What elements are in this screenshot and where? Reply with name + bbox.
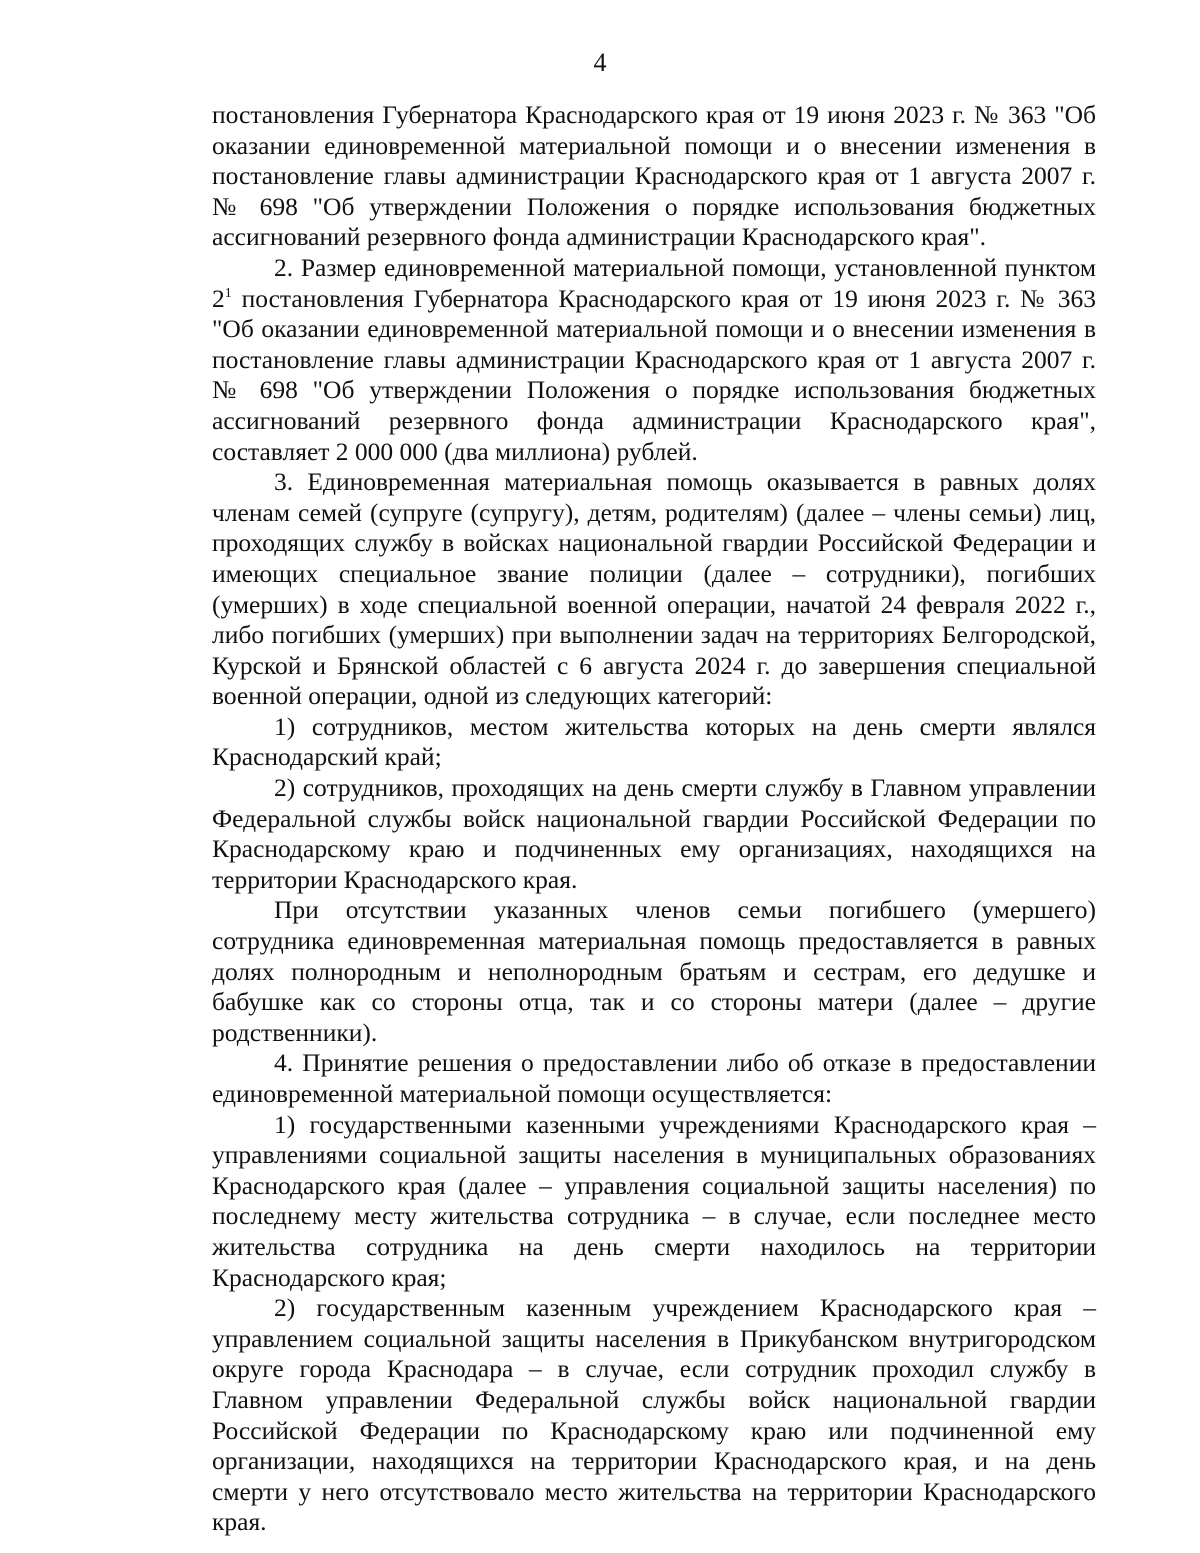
paragraph-text: постановления Губернатора Краснодарского края от 19 июня 2023 г. № 363 "Об оказании единовременной материальной помощи и о внесении изменения в постановление главы администрации Краснодарского края от 1 августа 2007 г. № 698 "Об утверждении Положения о порядке использования бюджетных ассигнований резервного фонда администрации Краснодарского края", составляет 2 000 000 (два миллиона) рублей.	[212, 283, 1096, 466]
superscript: 1	[224, 285, 232, 301]
paragraph-item-3: 3. Единовременная материальная помощь оказывается в равных долях членам семей (супруге (супругу), детям, родителям) (далее – члены семьи) лиц, проходящих службу в войсках национальной гвардии Российской Федерации и имеющих специальное звание полиции (далее – сотрудники), погибших (умерших) в ходе специальной военной операции, начатой 24 февраля 2022 г., либо погибших (умерших) при выполнении задач на территориях Белгородской, Курской и Брянской областей с 6 августа 2024 г. до завершения специальной военной операции, одной из следующих категорий:	[212, 467, 1096, 711]
paragraph-subitem-1-decision: 1) государственными казенными учреждениями Краснодарского края – управлениями социальной защиты населения в муниципальных образованиях Краснодарского края (далее – управления социальной защиты населения) по последнему месту жительства сотрудника – в случае, если последнее место жительства сотрудника на день смерти находилось на территории Краснодарского края;	[212, 1109, 1096, 1292]
paragraph-continuation: постановления Губернатора Краснодарского края от 19 июня 2023 г. № 363 "Об оказании единовременной материальной помощи и о внесении изменения в постановление главы администрации Краснодарского края от 1 августа 2007 г. № 698 "Об утверждении Положения о порядке использования бюджетных ассигнований резервного фонда администрации Краснодарского края".	[212, 100, 1096, 252]
paragraph-subitem-1: 1) сотрудников, местом жительства которых на день смерти являлся Краснодарский край;	[212, 711, 1096, 772]
page-number: 4	[593, 48, 607, 77]
paragraph-item-4: 4. Принятие решения о предоставлении либо об отказе в предоставлении единовременной материальной помощи осуществляется:	[212, 1048, 1096, 1108]
paragraph-other-relatives: При отсутствии указанных членов семьи погибшего (умершего) сотрудника единовременная материальная помощь предоставляется в равных долях полнородным и неполнородным братьям и сестрам, его дедушке и бабушке как со стороны отца, так и со стороны матери (далее – другие родственники).	[212, 895, 1096, 1047]
paragraph-subitem-2-decision: 2) государственным казенным учреждением Краснодарского края – управлением социальной защиты населения в Прикубанском внутригородском округе города Краснодара – в случае, если сотрудник проходил службу в Главном управлении Федеральной службы войск национальной гвардии Российской Федерации по Краснодарскому краю или подчиненной ему организации, находящихся на территории Краснодарского края, и на день смерти у него отсутствовало место жительства на территории Краснодарского края.	[212, 1293, 1096, 1537]
paragraph-subitem-2: 2) сотрудников, проходящих на день смерти службу в Главном управлении Федеральной службы войск национальной гвардии Российской Федерации по Краснодарскому краю и подчиненных ему организациях, находящихся на территории Краснодарского края.	[212, 773, 1096, 894]
document-body	[212, 100, 1096, 1538]
paragraph-text: 2. Размер единовременной материальной помощи, установленной пунктом 2	[212, 252, 1096, 313]
paragraph-item-2	[212, 253, 1096, 467]
